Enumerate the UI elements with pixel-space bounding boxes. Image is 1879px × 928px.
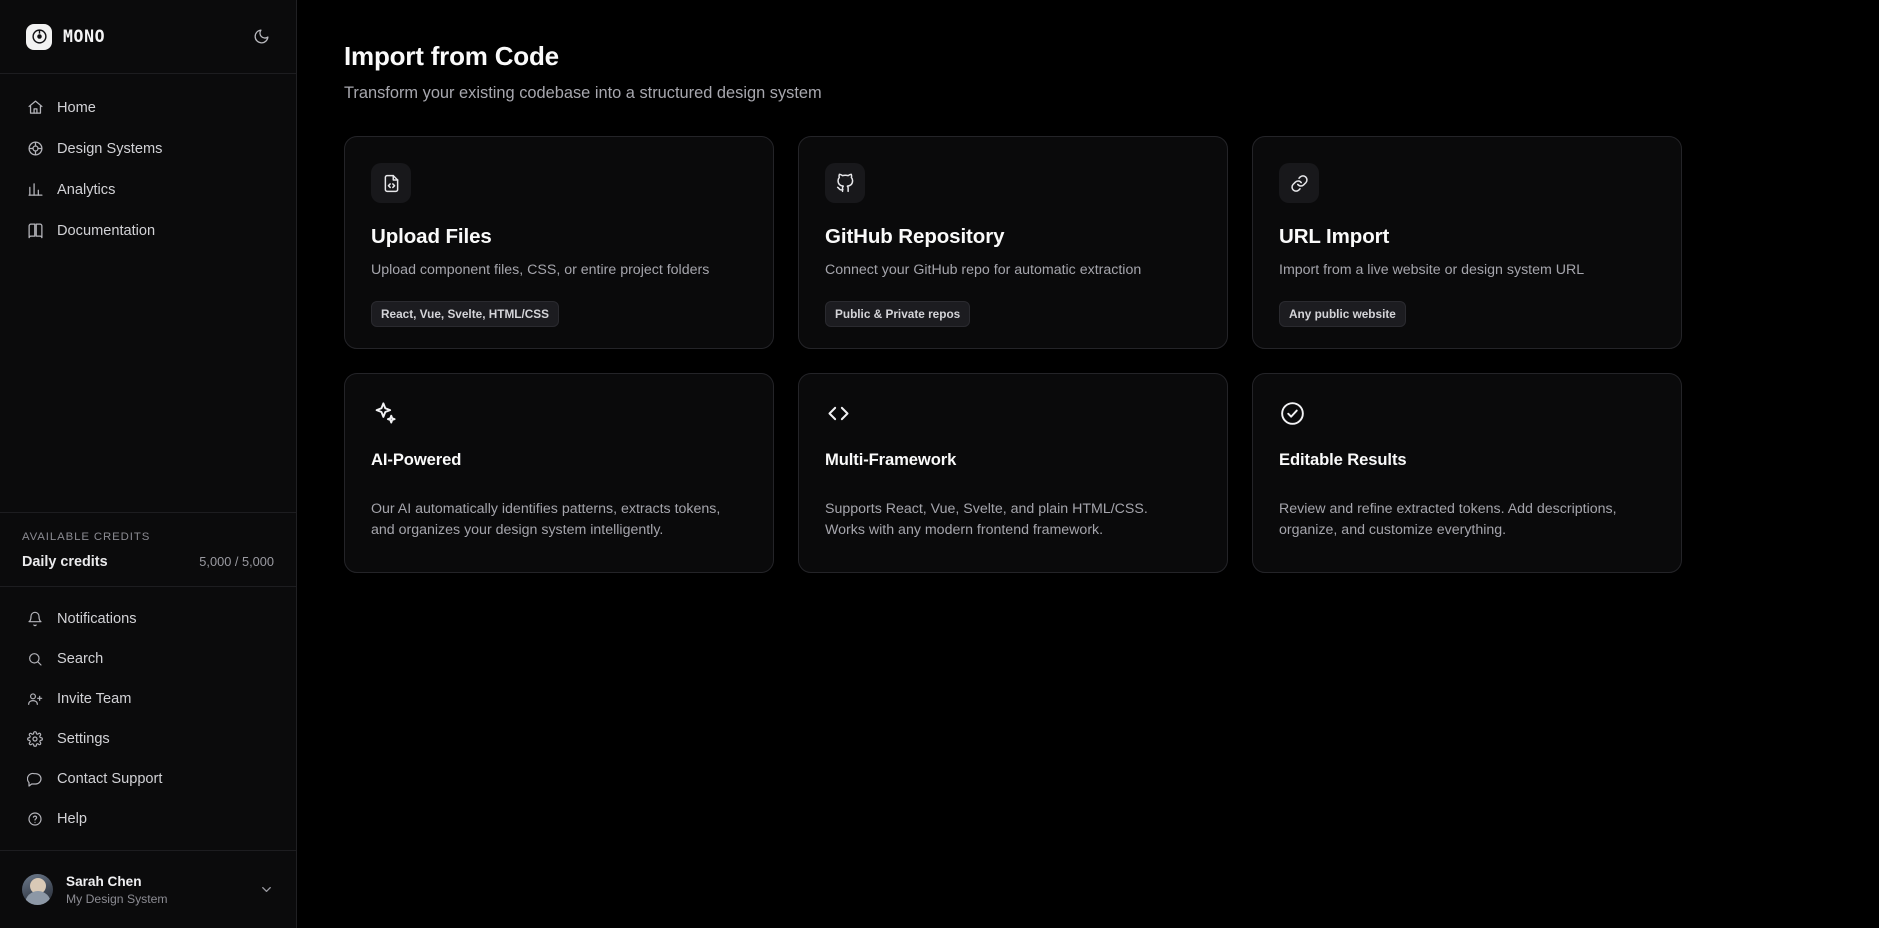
palette-icon bbox=[26, 140, 44, 158]
sidebar-item-label: Analytics bbox=[57, 181, 116, 198]
card-title: Multi-Framework bbox=[825, 450, 957, 469]
check-circle-icon bbox=[1279, 400, 1313, 434]
credits-value: 5,000 / 5,000 bbox=[199, 554, 274, 569]
user-account-switcher[interactable] bbox=[0, 850, 296, 928]
card-description: Upload component files, CSS, or entire project folders bbox=[371, 262, 710, 278]
card-badge: React, Vue, Svelte, HTML/CSS bbox=[371, 301, 559, 327]
avatar bbox=[22, 874, 53, 905]
file-code-icon bbox=[371, 163, 411, 203]
chevron-down-icon[interactable] bbox=[259, 882, 274, 897]
card-description: Connect your GitHub repo for automatic extraction bbox=[825, 262, 1142, 278]
bell-icon bbox=[26, 610, 44, 628]
card-title: Editable Results bbox=[1279, 450, 1407, 469]
sidebar-item-invite-team[interactable] bbox=[14, 679, 282, 718]
sidebar-item-label: Help bbox=[57, 810, 88, 827]
user-plus-icon bbox=[26, 690, 44, 708]
sidebar-item-search[interactable] bbox=[14, 639, 282, 678]
import-card-github-repository[interactable] bbox=[798, 136, 1228, 349]
user-name: Sarah Chen bbox=[66, 873, 142, 889]
bar-chart-icon bbox=[26, 181, 44, 199]
credits-label: Daily credits bbox=[22, 554, 108, 570]
sidebar-item-label: Search bbox=[57, 650, 104, 667]
github-icon bbox=[825, 163, 865, 203]
sidebar-item-label: Invite Team bbox=[57, 690, 132, 707]
sidebar-item-contact-support[interactable] bbox=[14, 759, 282, 798]
sidebar-item-label: Design Systems bbox=[57, 140, 163, 157]
sidebar-item-design-systems[interactable] bbox=[14, 129, 282, 168]
user-meta bbox=[66, 874, 246, 906]
search-icon bbox=[26, 650, 44, 668]
card-description: Our AI automatically identifies patterns, extracts tokens, and organizes your design system intelligently. bbox=[371, 501, 721, 538]
sidebar-item-home[interactable] bbox=[14, 88, 282, 127]
sidebar-item-help[interactable] bbox=[14, 799, 282, 838]
book-icon bbox=[26, 222, 44, 240]
card-title: URL Import bbox=[1279, 225, 1390, 248]
sidebar-item-label: Settings bbox=[57, 730, 110, 747]
mono-logo-icon bbox=[26, 24, 52, 50]
credits-row bbox=[22, 554, 274, 570]
sidebar bbox=[0, 0, 297, 928]
sidebar-header bbox=[0, 0, 296, 74]
feature-card-ai-powered bbox=[344, 373, 774, 573]
link-icon bbox=[1279, 163, 1319, 203]
message-icon bbox=[26, 770, 44, 788]
sidebar-item-analytics[interactable] bbox=[14, 170, 282, 209]
import-options-grid bbox=[344, 136, 1682, 573]
sidebar-spacer bbox=[0, 250, 296, 512]
card-description: Review and refine extracted tokens. Add descriptions, organize, and customize everything. bbox=[1279, 501, 1617, 538]
feature-card-editable-results bbox=[1252, 373, 1682, 573]
page-subtitle: Transform your existing codebase into a structured design system bbox=[344, 84, 822, 102]
card-description: Import from a live website or design system URL bbox=[1279, 262, 1585, 278]
question-circle-icon bbox=[26, 810, 44, 828]
card-badge: Public & Private repos bbox=[825, 301, 970, 327]
sidebar-item-notifications[interactable] bbox=[14, 599, 282, 638]
card-title: GitHub Repository bbox=[825, 225, 1005, 248]
sidebar-item-label: Contact Support bbox=[57, 770, 163, 787]
brand-name: MONO bbox=[63, 27, 106, 46]
moon-icon[interactable] bbox=[248, 24, 274, 50]
sidebar-item-label: Notifications bbox=[57, 610, 137, 627]
import-card-url-import[interactable] bbox=[1252, 136, 1682, 349]
sidebar-item-documentation[interactable] bbox=[14, 211, 282, 250]
import-card-upload-files[interactable] bbox=[344, 136, 774, 349]
card-description: Supports React, Vue, Svelte, and plain HTML/CSS. Works with any modern frontend framework. bbox=[825, 501, 1148, 538]
sidebar-nav-main bbox=[0, 74, 296, 250]
user-workspace: My Design System bbox=[66, 891, 168, 906]
card-badge: Any public website bbox=[1279, 301, 1406, 327]
page-title: Import from Code bbox=[344, 41, 559, 71]
available-credits-block bbox=[0, 512, 296, 586]
home-icon bbox=[26, 99, 44, 117]
sidebar-item-label: Home bbox=[57, 99, 96, 116]
sparkles-icon bbox=[371, 400, 405, 434]
gear-icon bbox=[26, 730, 44, 748]
credits-section-title: AVAILABLE CREDITS bbox=[22, 531, 151, 543]
card-title: Upload Files bbox=[371, 225, 492, 248]
main-content bbox=[297, 0, 1879, 928]
code-brackets-icon bbox=[825, 400, 859, 434]
card-title: AI-Powered bbox=[371, 450, 462, 469]
sidebar-item-settings[interactable] bbox=[14, 719, 282, 758]
brand[interactable] bbox=[26, 24, 105, 50]
sidebar-nav-secondary bbox=[0, 586, 296, 850]
sidebar-item-label: Documentation bbox=[57, 222, 156, 239]
feature-card-multi-framework bbox=[798, 373, 1228, 573]
